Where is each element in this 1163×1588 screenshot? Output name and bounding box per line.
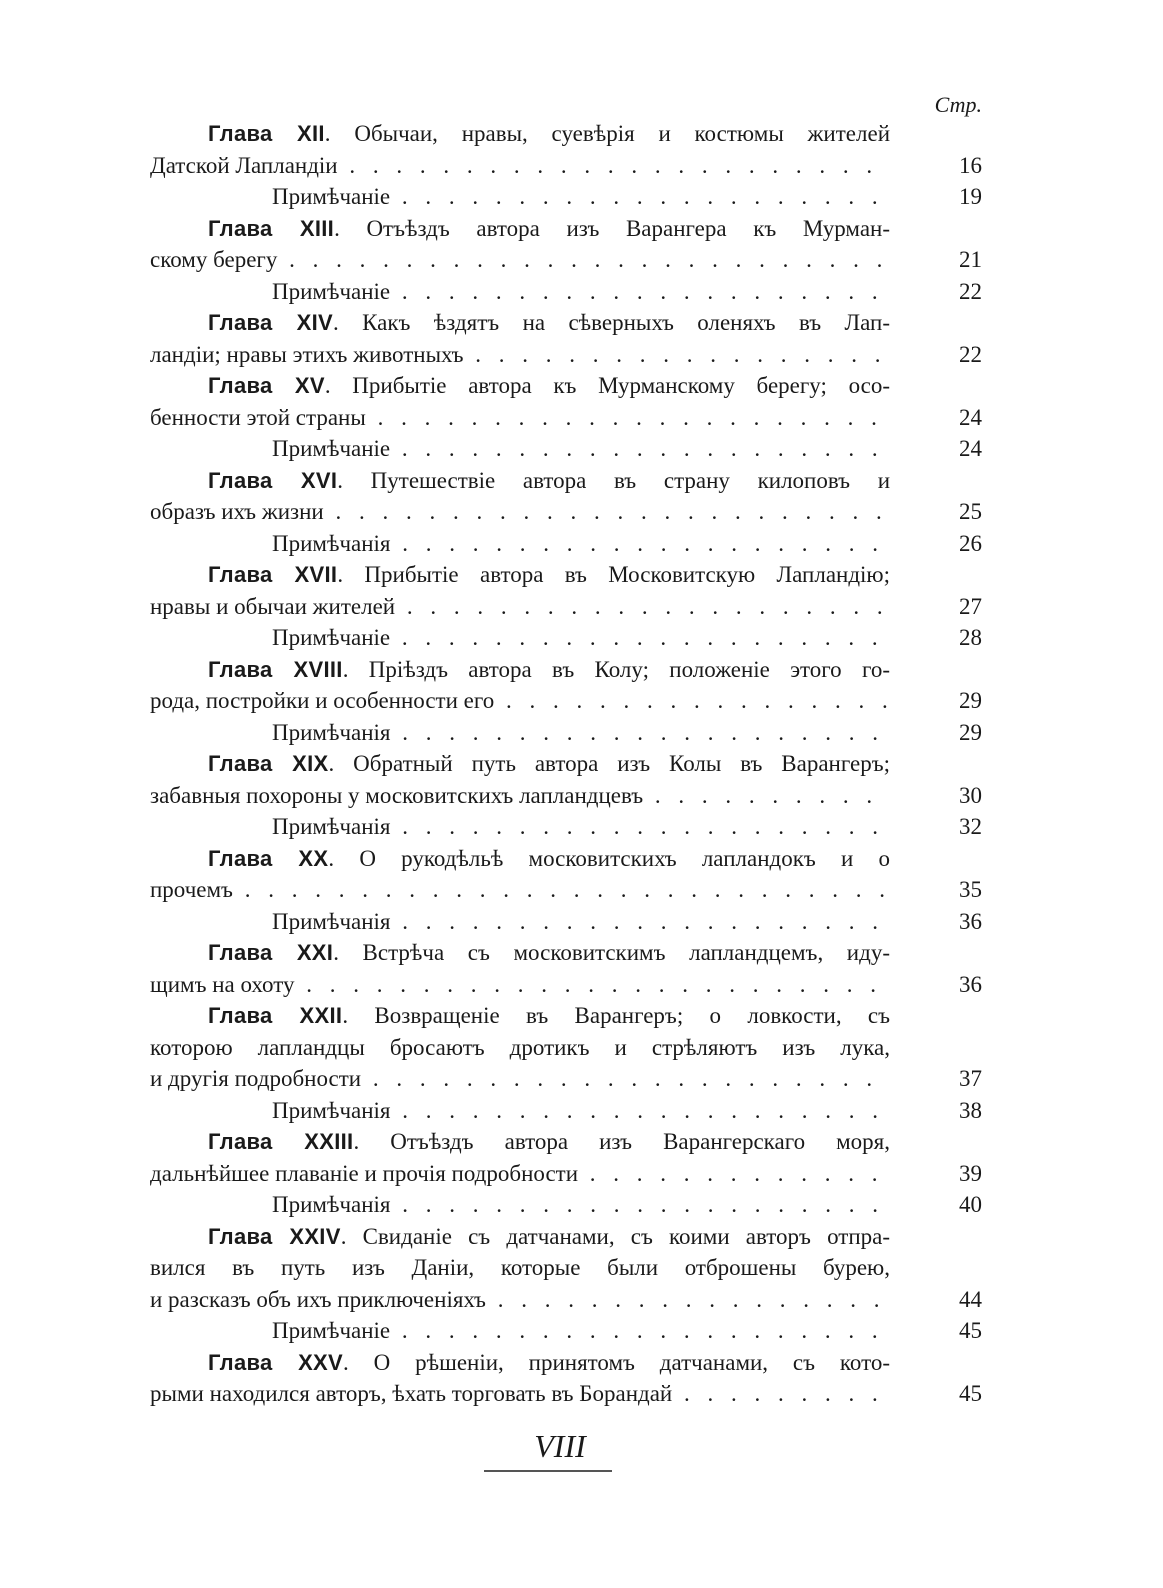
toc-line (150, 496, 982, 528)
chapter-title-part: вился въ путь изъ Даніи, которые были отброшены бурею, (150, 1255, 890, 1280)
toc-line-text: Глава XVII. Прибытіе автора въ Московитскую Лапландію; (208, 562, 890, 587)
note-label: Примѣчанія (272, 1192, 391, 1217)
page-number: 16 (959, 152, 982, 178)
page-number: 35 (959, 877, 982, 902)
toc-line-text (150, 685, 890, 717)
toc-line (150, 1221, 982, 1253)
toc-line-text (150, 1378, 890, 1410)
chapter-title-part: дальнѣйшее плаваніе и прочія подробности (150, 1160, 579, 1186)
note-label: Примѣчаніе (272, 436, 391, 461)
chapter-title-part: Отъѣздъ автора изъ Варангера къ Мурман- (366, 215, 890, 241)
note-page-number: 28 (959, 625, 982, 650)
toc-line-text (150, 402, 890, 434)
toc-line (150, 1032, 982, 1064)
chapter-label: Глава XX (208, 845, 329, 871)
chapter-label: Глава XIII (208, 215, 335, 241)
chapter-title-part: Встрѣча съ московитскимъ лапландцемъ, иду- (362, 940, 890, 965)
note-line (150, 433, 982, 465)
note-line (150, 717, 982, 749)
chapter-label: Глава XII (208, 121, 325, 146)
note-line (150, 906, 982, 938)
note-line-text (150, 433, 890, 465)
chapter-title-part: Какъ ѣздятъ на сѣверныхъ оленяхъ въ Лап- (362, 310, 890, 335)
toc-line-text: Глава XIII. Отъѣздъ автора изъ Варангера къ Мурман- (208, 215, 890, 241)
chapter-title-part: Возвращеніе въ Варангеръ; о ловкости, съ (374, 1003, 890, 1028)
chapter-label: Глава XXI (208, 940, 334, 965)
toc-line (150, 1158, 982, 1190)
note-label: Примѣчаніе (272, 278, 391, 304)
chapter-title-part: О рѣшеніи, принятомъ датчанами, съ кото- (373, 1349, 890, 1375)
note-line (150, 276, 982, 308)
chapter-title-part: Обычаи, нравы, суевѣрія и костюмы жителей (354, 121, 890, 146)
page-number: 44 (959, 1286, 982, 1312)
chapter-title-part: бенности этой страны (150, 404, 366, 430)
chapter-title-part: скому берегу (150, 247, 278, 272)
chapter-label: Глава XXIII (208, 1129, 354, 1154)
signature-mark: VIII (534, 1428, 586, 1464)
toc-line-text (150, 1063, 890, 1095)
toc-line-text (150, 780, 890, 812)
toc-line (150, 874, 982, 906)
note-label: Примѣчанія (272, 1097, 391, 1123)
chapter-label: Глава XIX (208, 751, 329, 776)
chapter-title-part: О рукодѣльѣ московитскихъ лапландокъ и о (359, 845, 890, 871)
toc-line (150, 465, 982, 497)
chapter-label: Глава XIV (208, 310, 333, 335)
note-label: Примѣчанія (272, 908, 391, 934)
page-number: 37 (959, 1066, 982, 1091)
note-line-text (150, 717, 890, 749)
toc-line (150, 685, 982, 717)
toc-line (150, 150, 982, 182)
page-number: 45 (959, 1381, 982, 1406)
toc-line (150, 307, 982, 339)
chapter-title-part: Свиданіе съ датчанами, съ коими авторъ отпра- (362, 1223, 890, 1249)
toc-line-text (150, 150, 890, 182)
page-number: 39 (959, 1160, 982, 1186)
chapter-title-part: Отъѣздъ автора изъ Варангерскаго моря, (390, 1129, 890, 1154)
toc-line (150, 244, 982, 276)
toc-line-text: Глава XXIV. Свиданіе съ датчанами, съ коими авторъ отпра- (208, 1223, 890, 1249)
note-line-text (150, 622, 890, 654)
note-page-number: 45 (959, 1318, 982, 1343)
note-line-text (150, 1095, 890, 1127)
note-page-number: 38 (959, 1097, 982, 1123)
chapter-title-part: образъ ихъ жизни (150, 499, 324, 524)
chapter-title-part: рода, постройки и особенности его (150, 688, 495, 713)
toc-line (150, 213, 982, 245)
note-label: Примѣчаніе (272, 184, 391, 209)
toc-entry (150, 465, 982, 560)
toc-line (150, 591, 982, 623)
toc-line (150, 748, 982, 780)
toc-line (150, 402, 982, 434)
chapter-title-part: и разсказъ объ ихъ приключеніяхъ (150, 1286, 486, 1312)
chapter-title-part: Прибытіе автора въ Московитскую Лапландію; (364, 562, 890, 587)
note-line-text (150, 811, 890, 843)
toc-line (150, 1000, 982, 1032)
toc-line (150, 843, 982, 875)
note-line-text (150, 906, 890, 938)
toc-line (150, 1252, 982, 1284)
toc-line-text (150, 874, 890, 906)
page-number: 25 (959, 499, 982, 524)
chapter-title-part: которою лапландцы бросаютъ дротикъ и стрѣляютъ изъ лука, (150, 1034, 890, 1060)
note-line-text (150, 1189, 890, 1221)
note-label: Примѣчаніе (272, 625, 391, 650)
note-line-text (150, 181, 890, 213)
footer-rule (484, 1470, 612, 1472)
toc-line (150, 118, 982, 150)
chapter-title-part: Прибытіе автора къ Мурманскому берегу; осо- (352, 373, 890, 398)
page-number: 30 (959, 782, 982, 808)
chapter-title-part: и другія подробности (150, 1066, 362, 1091)
toc-line (150, 937, 982, 969)
toc-line-text: Глава XIX. Обратный путь автора изъ Колы въ Варангеръ; (208, 751, 890, 776)
chapter-title-part: Обратный путь автора изъ Колы въ Варангеръ; (353, 751, 890, 776)
note-label: Примѣчанія (272, 719, 391, 745)
note-line (150, 622, 982, 654)
toc-line (150, 559, 982, 591)
toc-line-text (150, 1284, 890, 1316)
toc-entry (150, 559, 982, 654)
note-label: Примѣчанія (272, 530, 391, 556)
toc-entry (150, 654, 982, 749)
note-label: Примѣчанія (272, 814, 391, 839)
page-number: 27 (959, 593, 982, 619)
toc-line-text: Глава XVI. Путешествіе автора въ страну килоповъ и (208, 467, 890, 493)
toc-line-text: Глава XXII. Возвращеніе въ Варангеръ; о ловкости, съ (208, 1003, 890, 1028)
page-column-header: Стр. (934, 92, 982, 117)
chapter-title-part: Путешествіе автора въ страну килоповъ и (370, 467, 890, 493)
note-line (150, 1189, 982, 1221)
toc-line-text (150, 496, 890, 528)
toc-entry (150, 118, 982, 213)
note-line (150, 528, 982, 560)
note-line (150, 181, 982, 213)
chapter-label: Глава XVIII (208, 656, 343, 682)
note-page-number: 36 (959, 908, 982, 934)
page-number: 21 (959, 247, 982, 272)
toc-line (150, 339, 982, 371)
toc-line-text (150, 1158, 890, 1190)
note-line-text (150, 276, 890, 308)
page-number: 29 (959, 688, 982, 713)
note-line-text (150, 1315, 890, 1347)
toc-line-text (150, 1032, 890, 1064)
chapter-label: Глава XXII (208, 1003, 343, 1028)
toc-line (150, 370, 982, 402)
note-line (150, 811, 982, 843)
chapter-title-part: щимъ на охоту (150, 971, 295, 997)
chapter-title-part: рыми находился авторъ, ѣхать торговать въ Борандай (150, 1381, 673, 1406)
page-number: 22 (959, 341, 982, 367)
toc-line (150, 969, 982, 1001)
toc-line-text (150, 339, 890, 371)
chapter-label: Глава XV (208, 373, 325, 398)
page-number: 24 (959, 404, 982, 430)
toc-line (150, 1126, 982, 1158)
toc-line-text: Глава XXV. О рѣшеніи, принятомъ датчанами, съ кото- (208, 1349, 890, 1375)
toc-line (150, 1378, 982, 1410)
note-line-text (150, 528, 890, 560)
note-line (150, 1315, 982, 1347)
chapter-title-part: Датской Лапландіи (150, 152, 338, 178)
chapter-label: Глава XVI (208, 467, 338, 493)
toc-line (150, 1284, 982, 1316)
toc-line-text (150, 244, 890, 276)
toc-entry (150, 1347, 982, 1410)
toc-entry (150, 937, 982, 1000)
note-page-number: 26 (959, 530, 982, 556)
chapter-label: Глава XXIV (208, 1223, 341, 1249)
toc-entry (150, 307, 982, 370)
toc-line-text: Глава XII. Обычаи, нравы, суевѣрія и костюмы жителей (208, 121, 890, 146)
chapter-title-part: нравы и обычаи жителей (150, 593, 396, 619)
toc-line-text (150, 1252, 890, 1284)
toc-line-text: Глава XX. О рукодѣльѣ московитскихъ лапландокъ и о (208, 845, 890, 871)
page-number: 36 (959, 971, 982, 997)
toc-line-text: Глава XXI. Встрѣча съ московитскимъ лапландцемъ, иду- (208, 940, 890, 965)
toc-line (150, 780, 982, 812)
toc-line-text: Глава XXIII. Отъѣздъ автора изъ Варангерскаго моря, (208, 1129, 890, 1154)
note-page-number: 22 (959, 278, 982, 304)
note-page-number: 32 (959, 814, 982, 839)
toc-line (150, 1347, 982, 1379)
note-page-number: 40 (959, 1192, 982, 1217)
toc-line (150, 1063, 982, 1095)
toc-entry (150, 748, 982, 843)
toc-line-text: Глава XV. Прибытіе автора къ Мурманскому берегу; осо- (208, 373, 890, 398)
toc-line (150, 654, 982, 686)
note-page-number: 29 (959, 719, 982, 745)
note-line (150, 1095, 982, 1127)
chapter-title-part: прочемъ (150, 877, 233, 902)
note-label: Примѣчаніе (272, 1318, 391, 1343)
toc-line-text (150, 591, 890, 623)
toc-entry (150, 1000, 982, 1126)
chapter-label: Глава XXV (208, 1349, 344, 1375)
chapter-title-part: Пріѣздъ автора въ Колу; положеніе этого го- (368, 656, 890, 682)
toc-line-text (150, 969, 890, 1001)
toc-entry (150, 843, 982, 938)
note-page-number: 19 (959, 184, 982, 209)
toc-entry (150, 1221, 982, 1347)
table-of-contents (150, 118, 982, 1410)
toc-entry (150, 213, 982, 308)
chapter-title-part: ландіи; нравы этихъ животныхъ (150, 341, 464, 367)
toc-line-text: Глава XVIII. Пріѣздъ автора въ Колу; положеніе этого го- (208, 656, 890, 682)
chapter-title-part: забавныя похороны у московитскихъ лапландцевъ (150, 782, 644, 808)
toc-entry (150, 1126, 982, 1221)
toc-line-text: Глава XIV. Какъ ѣздятъ на сѣверныхъ оленяхъ въ Лап- (208, 310, 890, 335)
note-page-number: 24 (959, 436, 982, 461)
chapter-label: Глава XVII (208, 562, 338, 587)
toc-entry (150, 370, 982, 465)
